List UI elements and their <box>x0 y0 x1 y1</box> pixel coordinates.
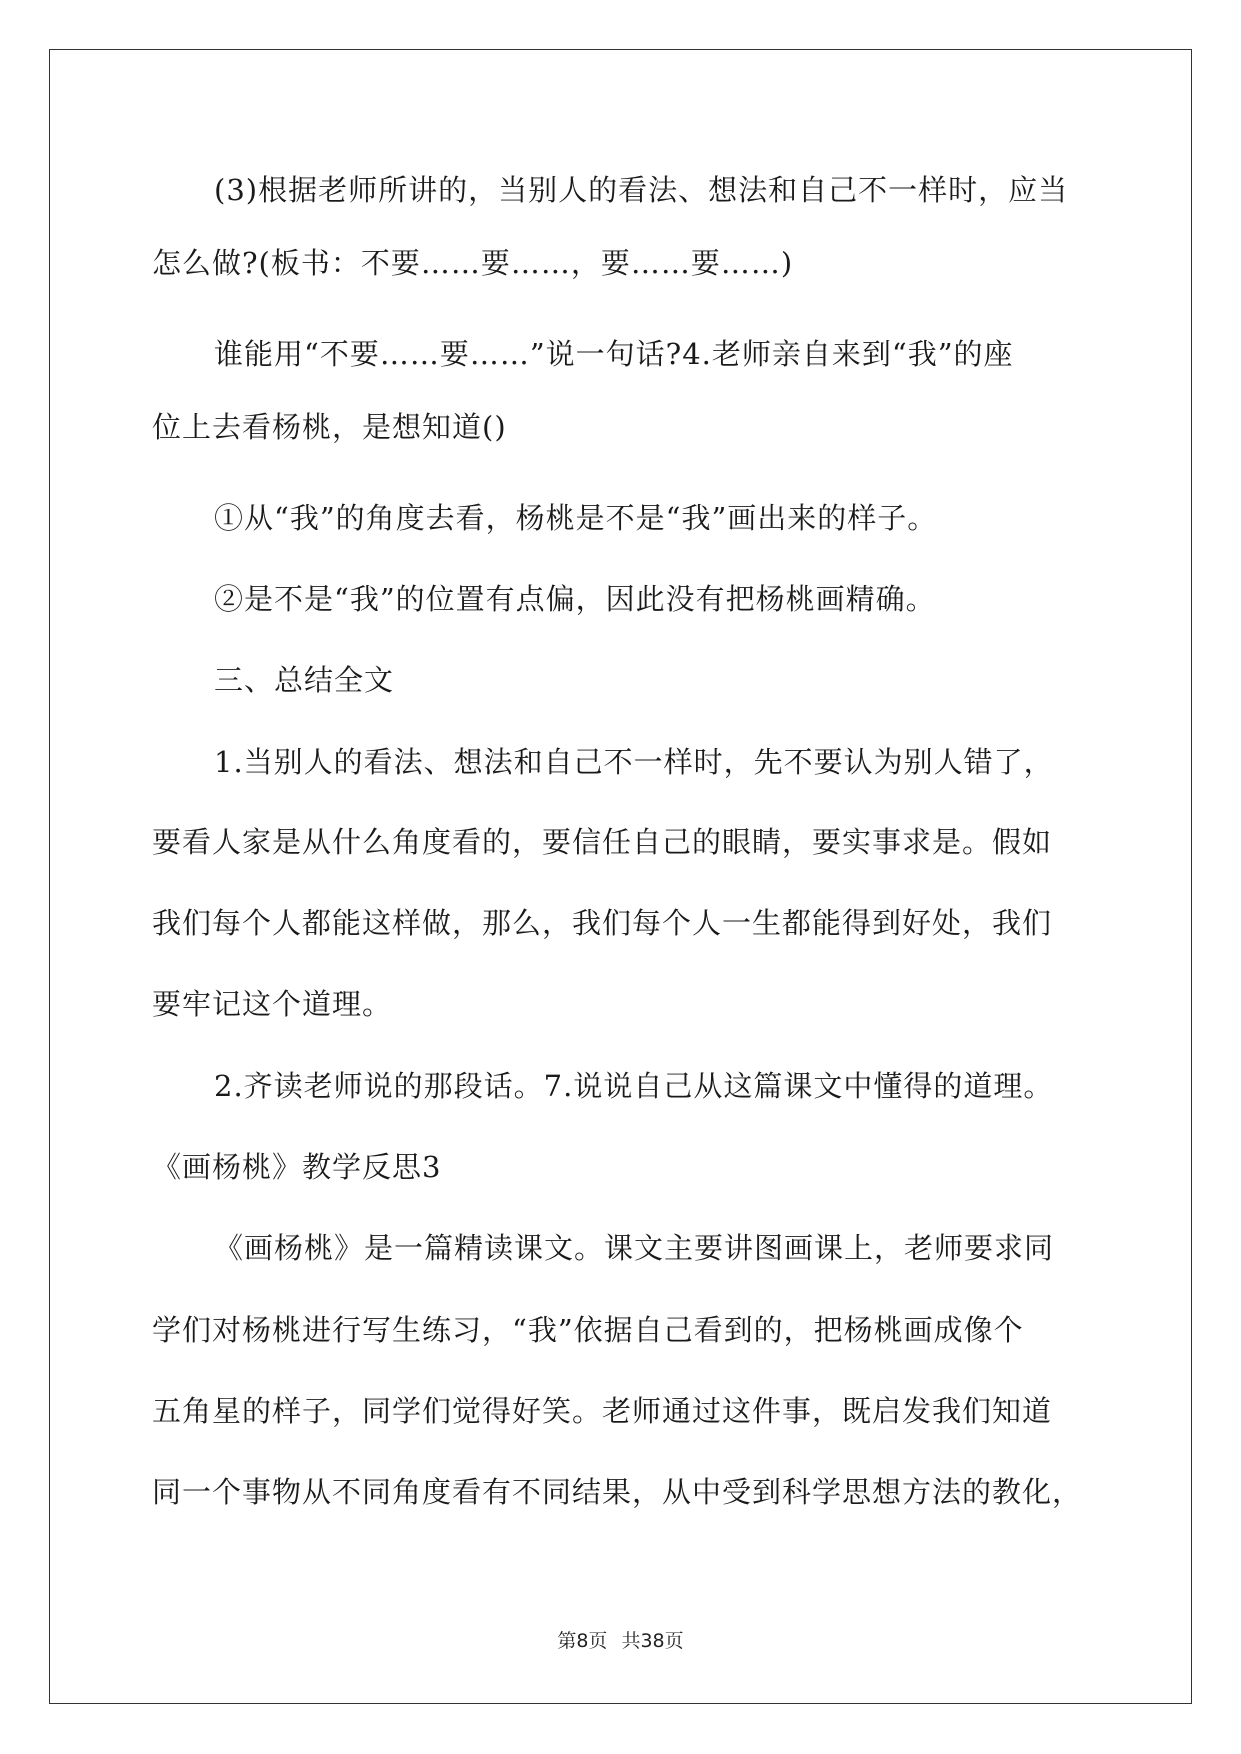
section-title: 《画杨桃》教学反思3 <box>152 1150 442 1184</box>
page-border <box>49 49 1192 1704</box>
section-heading: 三、总结全文 <box>214 663 395 697</box>
paragraph-line: 位上去看杨桃，是想知道() <box>152 410 507 444</box>
current-page-number: 第8页 <box>557 1630 608 1652</box>
paragraph-line: ②是不是“我”的位置有点偏，因此没有把杨桃画精确。 <box>214 582 936 616</box>
paragraph-line: (3)根据老师所讲的，当别人的看法、想法和自己不一样时，应当 <box>214 173 1069 207</box>
paragraph-line: ①从“我”的角度去看，杨桃是不是“我”画出来的样子。 <box>214 501 938 535</box>
paragraph-line: 谁能用“不要……要……”说一句话?4.老师亲自来到“我”的座 <box>214 337 1014 371</box>
total-pages: 共38页 <box>621 1630 684 1652</box>
paragraph-line: 2.齐读老师说的那段话。7.说说自己从这篇课文中懂得的道理。 <box>214 1069 1054 1103</box>
paragraph-line: 要牢记这个道理。 <box>152 987 393 1021</box>
paragraph-line: 学们对杨桃进行写生练习，“我”依据自己看到的，把杨桃画成像个 <box>152 1313 1024 1347</box>
paragraph-line: 1.当别人的看法、想法和自己不一样时，先不要认为别人错了， <box>214 745 1054 779</box>
page-footer <box>0 1626 1241 1653</box>
paragraph-line: 要看人家是从什么角度看的，要信任自己的眼睛，要实事求是。假如 <box>152 825 1053 859</box>
paragraph-line: 怎么做?(板书：不要……要……，要……要……) <box>152 246 794 280</box>
paragraph-line: 《画杨桃》是一篇精读课文。课文主要讲图画课上，老师要求同 <box>214 1231 1055 1265</box>
paragraph-line: 五角星的样子，同学们觉得好笑。老师通过这件事，既启发我们知道 <box>152 1394 1053 1428</box>
paragraph-line: 我们每个人都能这样做，那么，我们每个人一生都能得到好处，我们 <box>152 906 1053 940</box>
paragraph-line: 同一个事物从不同角度看有不同结果，从中受到科学思想方法的教化， <box>152 1475 1083 1509</box>
